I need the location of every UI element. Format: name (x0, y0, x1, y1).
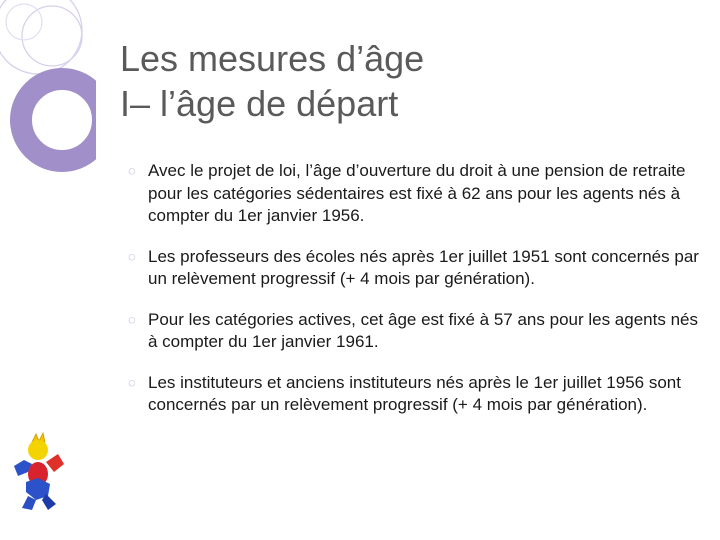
bullet-list (130, 160, 700, 417)
bullet-text: Pour les catégories actives, cet âge est fixé à 57 ans pour les agents nés à compter du 1er janvier 1961. (148, 309, 698, 351)
ring-outline-2 (22, 6, 82, 66)
bullet-text: Les professeurs des écoles nés après 1er juillet 1951 sont concernés par un relèvement progressif (+ 4 mois par génération). (148, 246, 699, 288)
mascot-icon (8, 430, 70, 512)
bullet-icon: ◌ (128, 248, 136, 264)
slide-title (120, 36, 424, 126)
bullet-text: Les instituteurs et anciens instituteurs nés après le 1er juillet 1956 sont concernés par un relèvement progressif (+ 4 mois par génération). (148, 372, 681, 414)
ring-solid (21, 79, 103, 161)
bullet-item (130, 246, 700, 291)
bullet-icon: ◌ (128, 374, 136, 390)
bullet-item (130, 160, 700, 228)
bullet-item (130, 372, 700, 417)
bullet-item (130, 309, 700, 354)
bullet-icon: ◌ (128, 163, 136, 178)
bullet-icon: ◌ (128, 311, 136, 327)
title-line-1: Les mesures d’âge (120, 38, 425, 79)
ring-outline-3 (6, 4, 42, 40)
title-line-2: I– l’âge de départ (120, 83, 399, 124)
bullet-text: Avec le projet de loi, l’âge d’ouverture du droit à une pension de retraite pour les catégories sédentaires est fixé à 62 ans pour les agents nés à compter du 1er janvier 1956. (148, 161, 686, 225)
